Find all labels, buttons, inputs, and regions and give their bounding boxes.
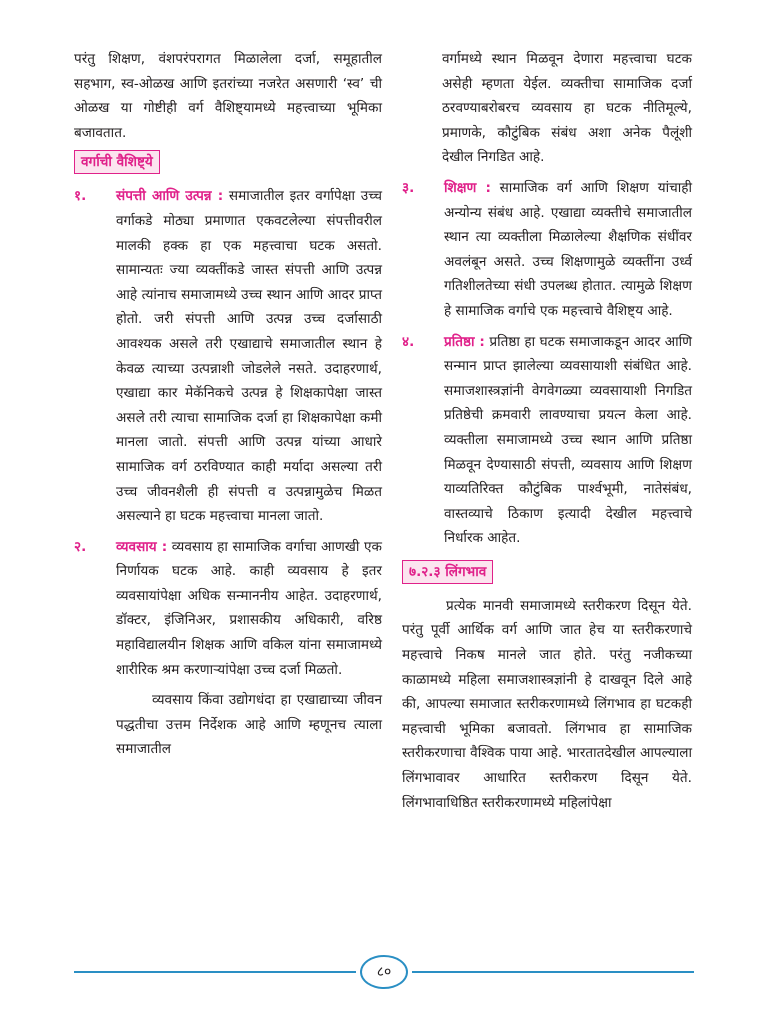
item-number: ४. [402,333,415,350]
item-number: २. [74,538,87,555]
continuation-paragraph: वर्गामध्ये स्थान मिळवून देणारा महत्त्वाचा घटक असेही म्हणता येईल. व्यक्तीचा सामाजिक दर्जा ठरवण्याबरोबरच व्यवसाय हा घटक नीतिमूल्ये, प्रमाणके, कौटुंबिक संबंध अशा अनेक पैलूंशी देखील निगडित आहे. [442,51,692,166]
footer-rule-right [412,971,694,973]
item-term: शिक्षण : [444,179,491,196]
item-text: व्यवसाय हा सामाजिक वर्गाचा आणखी एक निर्णायक घटक आहे. काही व्यवसाय हे इतर व्यवसायांपेक्षा अधिक सन्माननीय आहेत. उदाहरणार्थ, डॉक्टर, इंजिनिअर, प्रशासकीय अधिकारी, वरिष्ठ महाविद्यालयीन शिक्षक आणि वकिल यांना समाजामध्ये शारीरिक श्रम करणाऱ्यांपेक्षा उच्च दर्जा मिळतो. [116,538,382,678]
left-column [74,47,382,764]
item-text: सामाजिक वर्ग आणि शिक्षण यांचाही अन्योन्य संबंध आहे. एखाद्या व्यक्तीचे समाजातील स्थान त्या व्यक्तीला मिळालेल्या शैक्षणिक संधींवर अवलंबून असते. उच्च शिक्षणामुळे व्यक्तींना उर्ध्व गतिशीलतेच्या संधी उपलब्ध होतात. त्यामुळे शिक्षण हे सामाजिक वर्गाचे एक महत्त्वाचे वैशिष्ट्य आहे. [444,179,692,319]
list-item-wealth-income [74,184,382,528]
footer-rule-left [74,971,356,973]
intro-paragraph: परंतु शिक्षण, वंशपरंपरागत मिळालेला दर्जा, समूहातील सहभाग, स्व-ओळख आणि इतरांच्या नजरेत असणारी ‘स्व’ ची ओळख या गोष्टीही वर्ग वैशिष्ट्यामध्ये महत्त्वाच्या भूमिका बजावतात. [74,51,382,141]
item-term: व्यवसाय : [116,538,168,555]
item-text: प्रतिष्ठा हा घटक समाजाकडून आदर आणि सन्मान प्राप्त झालेल्या व्यवसायाशी संबंधित आहे. समाजशास्त्रज्ञांनी वेगवेगळ्या व्यवसायाशी निगडित प्रतिष्ठेची क्रमवारी लावण्याचा प्रयत्न केला आहे. व्यक्तीला समाजामध्ये उच्च स्थान आणि प्रतिष्ठा मिळवून देण्यासाठी संपत्ती, व्यवसाय आणि शिक्षण याव्यतिरिक्त कौटुंबिक पार्श्वभूमी, नातेसंबंध, वास्तव्याचे ठिकाण इत्यादी देखील महत्त्वाचे निर्धारक आहेत. [444,333,693,547]
section-heading-class-features: वर्गाची वैशिष्ट्ये [74,150,160,174]
section-heading-gender: ७.२.३ लिंगभाव [402,560,493,584]
closing-paragraph: व्यवसाय किंवा उद्योगधंदा हा एखाद्याच्या जीवन पद्धतीचा उत्तम निर्देशक आहे आणि म्हणूनच त्याला समाजातील [116,692,382,758]
item-text: समाजातील इतर वर्गापेक्षा उच्च वर्गाकडे मोठ्या प्रमाणात एकवटलेल्या संपत्तीवरील मालकी हक्क हा एक महत्त्वाचा घटक असतो. सामान्यतः ज्या व्यक्तींकडे जास्त संपत्ती आणि उत्पन्न आहे त्यांनाच समाजामध्ये उच्च स्थान आणि आदर प्राप्त होतो. जरी संपत्ती आणि उत्पन्न उच्च दर्जासाठी आवश्यक असले तरी एखाद्याचे समाजातील स्थान हे केवळ त्याच्या उत्पन्नाशी जोडलेले नसते. उदाहरणार्थ, एखाद्या कार मेकॅनिकचे उत्पन्न हे शिक्षकापेक्षा जास्त असले तरी त्याचा सामाजिक दर्जा हा शिक्षकापेक्षा कमी मानला जातो. संपत्ती आणि उत्पन्न यांच्या आधारे सामाजिक वर्ग ठरविण्यात काही मर्यादा असल्या तरी उच्च जीवनशैली ही संपत्ती व उत्पन्नामुळेच मिळत असल्याने हा घटक महत्त्वाचा मानला जातो. [116,188,382,525]
list-item-education [402,176,692,324]
item-term: प्रतिष्ठा : [444,333,485,350]
page-number: ८० [360,955,408,989]
right-column [402,47,692,817]
list-item-occupation [74,535,382,683]
item-number: ३. [402,179,415,196]
gender-paragraph: प्रत्येक मानवी समाजामध्ये स्तरीकरण दिसून येते. परंतु पूर्वी आर्थिक वर्ग आणि जात हेच या स्तरीकरणाचे महत्त्वाचे निकष मानले जात होते. परंतु नजीकच्या काळामध्ये महिला समाजशास्त्रज्ञांनी हे दाखवून दिले आहे की, आपल्या समाजात स्तरीकरणामध्ये लिंगभाव हा घटकही महत्त्वाची भूमिका बजावतो. लिंगभाव हा सामाजिक स्तरीकरणाचा वैश्विक पाया आहे. भारतातदेखील आपल्याला लिंगभावावर आधारित स्तरीकरण दिसून येते. लिंगभावाधिष्ठित स्तरीकरणामध्ये महिलांपेक्षा [402,597,692,811]
list-item-prestige [402,330,692,551]
item-term: संपत्ती आणि उत्पन्न : [116,188,224,205]
item-number: १. [74,188,87,205]
